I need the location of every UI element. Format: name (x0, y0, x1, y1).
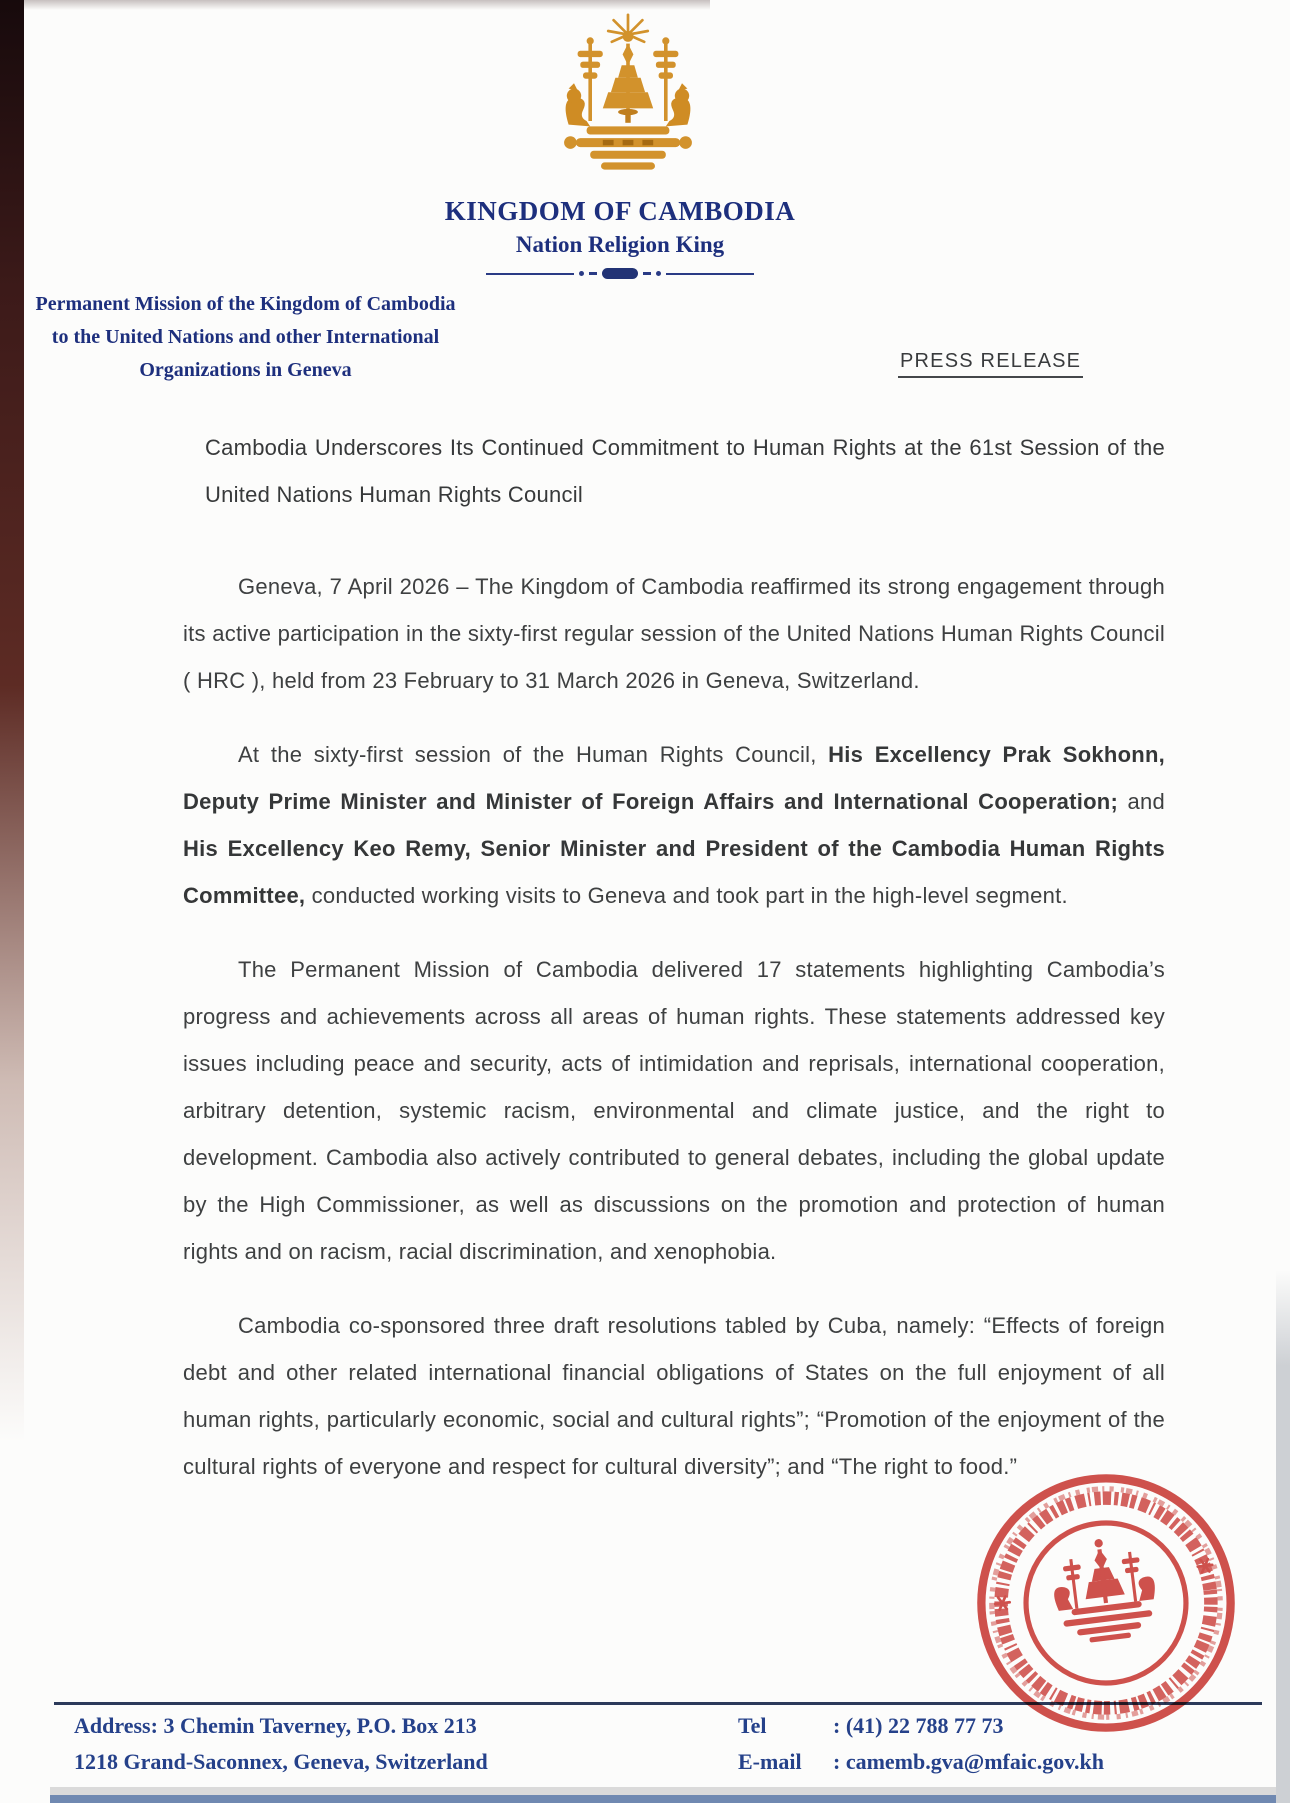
body-paragraph (183, 946, 1165, 1275)
body-paragraph (183, 563, 1165, 704)
bottom-blue-bar (50, 1795, 1290, 1803)
ornamental-divider-icon (320, 268, 920, 279)
motto-line: Nation Religion King (515, 232, 725, 257)
kingdom-title: KINGDOM OF CAMBODIA (444, 196, 796, 226)
address-line-1: Address: 3 Chemin Taverney, P.O. Box 213 (74, 1713, 477, 1738)
paragraph-segment: Geneva, 7 April 2026 – The Kingdom of Cambodia reaffirmed its strong engagement through its active participation in the sixty-first regular session of the United Nations Human Rights Council ( HRC ), held from 23 February to 31 March 2026 in Geneva, Switzerland. (183, 574, 1165, 693)
mission-line: to the United Nations and other International (51, 326, 440, 348)
mission-line: Organizations in Geneva (139, 359, 352, 381)
tel-label: Tel (738, 1713, 767, 1738)
body-paragraph (183, 1302, 1165, 1490)
paragraph-segment: At the sixty-first session of the Human Rights Council, (238, 742, 829, 767)
press-release-heading: PRESS RELEASE (898, 350, 1083, 378)
scan-edge-right (1276, 1270, 1290, 1803)
royal-arms-icon (538, 12, 718, 194)
paragraph-segment: The Permanent Mission of Cambodia delivered 17 statements highlighting Cambodia’s progress and achievements across all areas of human rights. These statements addressed key issues including peace and security, acts of intimidation and reprisals, international cooperation, arbitrary detention, systemic racism, environmental and climate justice, and the right to development. Cambodia also actively contributed to general debates, including the global update by the High Commissioner, as well as discussions on the promotion and protection of human rights and on racism, racial discrimination, and xenophobia. (183, 957, 1165, 1264)
footer-address (74, 1708, 488, 1780)
mission-line: Permanent Mission of the Kingdom of Cambodia (35, 293, 456, 315)
tel-value: : (41) 22 788 77 73 (833, 1713, 1004, 1738)
paragraph-segment: conducted working visits to Geneva and took part in the high-level segment. (305, 883, 1068, 908)
paragraph-segment: Cambodia co-sponsored three draft resolutions tabled by Cuba, namely: “Effects of foreign debt and other related international financial obligations of States on the full enjoyment of all human rights, particularly economic, social and cultural rights”; “Promotion of the enjoyment of the cultural rights of everyone and respect for cultural diversity”; and “The right to food.” (183, 1313, 1165, 1479)
official-seal-stamp-icon (956, 1453, 1257, 1754)
scan-edge-left (0, 0, 24, 1803)
document-title: Cambodia Underscores Its Continued Commitment to Human Rights at the 61st Session of the United Nations Human Rights Council (205, 435, 1165, 507)
mission-name-block (18, 288, 473, 387)
body-paragraph (183, 731, 1165, 919)
address-line-2: 1218 Grand-Saconnex, Geneva, Switzerland (74, 1749, 488, 1774)
paragraph-segment: and (1118, 789, 1165, 814)
email-value: : camemb.gva@mfaic.gov.kh (833, 1749, 1104, 1774)
paragraph-segment: His Excellency Keo Remy, Senior Minister and President of the Cambodia Human Rights Committee, (183, 836, 1165, 908)
email-label: E-mail (738, 1749, 802, 1774)
document-body (183, 424, 1165, 1490)
scan-edge-top (0, 0, 710, 10)
paragraph-segment: His Excellency Prak Sokhonn, Deputy Prime Minister and Minister of Foreign Affairs and International Cooperation; (183, 742, 1165, 814)
scan-edge-bottom (50, 1787, 1290, 1795)
